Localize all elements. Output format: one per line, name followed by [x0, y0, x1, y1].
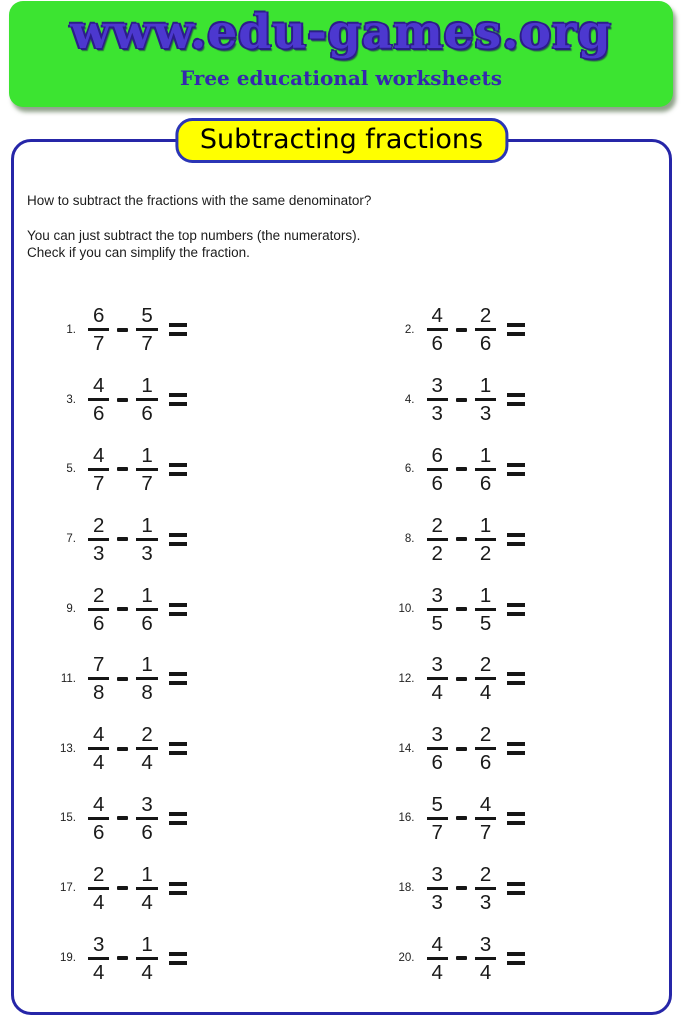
equals-icon	[169, 533, 187, 546]
fraction-subtrahend	[136, 654, 157, 703]
equals-icon	[169, 393, 187, 406]
problem-14	[342, 714, 670, 784]
minus-icon	[117, 398, 128, 402]
equals-icon	[507, 393, 525, 406]
numerator: 2	[88, 864, 109, 890]
problem-13	[14, 714, 342, 784]
denominator: 7	[93, 471, 105, 495]
numerator: 1	[136, 864, 157, 890]
equals-icon	[169, 952, 187, 965]
fraction-minuend	[427, 375, 448, 424]
problem-18	[342, 853, 670, 923]
fraction-subtrahend	[475, 305, 496, 354]
problem-12	[342, 644, 670, 714]
problem-number: 17.	[60, 882, 76, 895]
fraction-subtrahend	[136, 724, 157, 773]
equals-icon	[507, 812, 525, 825]
problem-number: 18.	[398, 882, 415, 895]
denominator: 5	[431, 611, 443, 635]
minus-icon	[456, 537, 467, 541]
denominator: 4	[141, 960, 153, 984]
numerator: 3	[427, 864, 448, 890]
fraction-minuend	[427, 585, 448, 634]
problem-17	[14, 853, 342, 923]
fraction-minuend	[427, 515, 448, 564]
denominator: 6	[93, 402, 105, 426]
site-url: www.edu-games.org	[70, 5, 612, 60]
site-tagline: Free educational worksheets	[179, 66, 503, 90]
equals-icon	[169, 672, 187, 685]
numerator: 6	[88, 305, 109, 331]
numerator: 1	[475, 515, 496, 541]
minus-icon	[456, 956, 467, 960]
equals-icon	[507, 882, 525, 895]
problem-1	[14, 295, 342, 365]
numerator: 5	[136, 305, 157, 331]
fraction-subtrahend	[475, 375, 496, 424]
problem-number: 1.	[66, 323, 76, 336]
denominator: 7	[141, 332, 153, 356]
problem-15	[14, 784, 342, 854]
fraction-subtrahend	[475, 654, 496, 703]
numerator: 2	[475, 654, 496, 680]
minus-icon	[117, 537, 128, 541]
problem-5	[14, 435, 342, 505]
denominator: 4	[93, 751, 105, 775]
fraction-minuend	[427, 794, 448, 843]
minus-icon	[456, 816, 467, 820]
denominator: 6	[141, 611, 153, 635]
denominator: 4	[479, 681, 492, 705]
denominator: 6	[93, 820, 105, 844]
fraction-minuend	[88, 654, 109, 703]
problem-19	[14, 923, 342, 993]
denominator: 2	[431, 541, 443, 565]
numerator: 3	[427, 724, 448, 750]
minus-icon	[117, 816, 128, 820]
denominator: 2	[479, 541, 492, 565]
problem-number: 13.	[60, 742, 76, 755]
fraction-subtrahend	[475, 585, 496, 634]
denominator: 7	[141, 471, 153, 495]
instructions	[27, 192, 371, 261]
fraction-subtrahend	[136, 934, 157, 983]
denominator: 3	[431, 890, 443, 914]
problem-4	[342, 365, 670, 435]
minus-icon	[117, 328, 128, 332]
fraction-subtrahend	[475, 864, 496, 913]
problem-11	[14, 644, 342, 714]
numerator: 4	[88, 375, 109, 401]
denominator: 4	[431, 960, 443, 984]
fraction-minuend	[88, 934, 109, 983]
fraction-subtrahend	[475, 794, 496, 843]
denominator: 6	[479, 471, 492, 495]
fraction-minuend	[88, 305, 109, 354]
equals-icon	[169, 463, 187, 476]
equals-icon	[507, 672, 525, 685]
numerator: 1	[136, 934, 157, 960]
numerator: 1	[136, 445, 157, 471]
fraction-minuend	[88, 375, 109, 424]
equals-icon	[169, 603, 187, 616]
problem-8	[342, 504, 670, 574]
minus-icon	[456, 886, 467, 890]
minus-icon	[456, 467, 467, 471]
minus-icon	[117, 956, 128, 960]
fraction-minuend	[427, 864, 448, 913]
fraction-minuend	[88, 724, 109, 773]
denominator: 6	[141, 402, 153, 426]
numerator: 2	[136, 724, 157, 750]
numerator: 4	[475, 794, 496, 820]
numerator: 2	[427, 515, 448, 541]
denominator: 6	[431, 471, 443, 495]
fraction-subtrahend	[475, 724, 496, 773]
denominator: 4	[141, 890, 153, 914]
fraction-minuend	[427, 654, 448, 703]
denominator: 8	[93, 681, 105, 705]
numerator: 1	[136, 654, 157, 680]
problem-number: 6.	[404, 463, 415, 476]
numerator: 2	[475, 724, 496, 750]
numerator: 3	[427, 585, 448, 611]
worksheet-title	[175, 118, 508, 163]
denominator: 6	[93, 611, 105, 635]
denominator: 3	[479, 890, 492, 914]
denominator: 3	[93, 541, 105, 565]
equals-icon	[507, 952, 525, 965]
problem-number: 16.	[398, 812, 415, 825]
worksheet-sheet	[11, 124, 672, 1015]
denominator: 7	[431, 820, 443, 844]
numerator: 1	[136, 375, 157, 401]
problem-number: 2.	[404, 323, 415, 336]
equals-icon	[507, 323, 525, 336]
numerator: 1	[136, 515, 157, 541]
worksheet-title-label: Subtracting fractions	[199, 124, 484, 155]
fraction-subtrahend	[136, 585, 157, 634]
minus-icon	[456, 677, 467, 681]
minus-icon	[117, 467, 128, 471]
problem-9	[14, 574, 342, 644]
minus-icon	[456, 607, 467, 611]
problem-10	[342, 574, 670, 644]
numerator: 5	[427, 794, 448, 820]
numerator: 4	[427, 934, 448, 960]
denominator: 8	[141, 681, 153, 705]
problem-number: 4.	[404, 393, 415, 406]
denominator: 7	[479, 820, 492, 844]
equals-icon	[169, 812, 187, 825]
numerator: 2	[475, 305, 496, 331]
equals-icon	[507, 603, 525, 616]
numerator: 1	[475, 445, 496, 471]
numerator: 4	[88, 724, 109, 750]
problems-grid	[14, 295, 669, 993]
problem-number: 9.	[66, 603, 76, 616]
denominator: 4	[431, 681, 443, 705]
minus-icon	[117, 607, 128, 611]
numerator: 4	[88, 794, 109, 820]
minus-icon	[117, 677, 128, 681]
problem-20	[342, 923, 670, 993]
numerator: 3	[427, 654, 448, 680]
numerator: 1	[475, 375, 496, 401]
problem-number: 8.	[404, 533, 415, 546]
instruction-hint-2: Check if you can simplify the fraction.	[27, 245, 250, 260]
problem-number: 15.	[60, 812, 76, 825]
fraction-minuend	[88, 445, 109, 494]
minus-icon	[456, 328, 467, 332]
minus-icon	[456, 398, 467, 402]
problem-7	[14, 504, 342, 574]
minus-icon	[117, 747, 128, 751]
fraction-minuend	[427, 934, 448, 983]
fraction-subtrahend	[136, 515, 157, 564]
fraction-subtrahend	[475, 445, 496, 494]
numerator: 3	[88, 934, 109, 960]
numerator: 2	[475, 864, 496, 890]
problem-number: 3.	[66, 393, 76, 406]
problem-number: 10.	[398, 603, 415, 616]
equals-icon	[507, 742, 525, 755]
equals-icon	[169, 323, 187, 336]
fraction-subtrahend	[136, 794, 157, 843]
numerator: 6	[427, 445, 448, 471]
fraction-subtrahend	[136, 864, 157, 913]
problem-number: 19.	[60, 952, 76, 965]
problem-16	[342, 784, 670, 854]
problem-number: 14.	[398, 742, 415, 755]
numerator: 4	[427, 305, 448, 331]
denominator: 6	[431, 332, 443, 356]
denominator: 4	[93, 960, 105, 984]
numerator: 2	[88, 515, 109, 541]
problem-number: 5.	[66, 463, 76, 476]
fraction-minuend	[88, 515, 109, 564]
fraction-subtrahend	[475, 934, 496, 983]
problem-3	[14, 365, 342, 435]
problem-number: 11.	[60, 672, 76, 685]
problem-number: 7.	[66, 533, 76, 546]
denominator: 3	[479, 402, 492, 426]
instruction-hint-1: You can just subtract the top numbers (the numerators).	[27, 228, 361, 243]
numerator: 1	[475, 585, 496, 611]
site-banner	[9, 1, 673, 107]
numerator: 2	[88, 585, 109, 611]
minus-icon	[117, 886, 128, 890]
numerator: 3	[427, 375, 448, 401]
denominator: 4	[93, 890, 105, 914]
fraction-subtrahend	[136, 375, 157, 424]
problem-number: 20.	[398, 952, 415, 965]
numerator: 4	[88, 445, 109, 471]
denominator: 5	[479, 611, 492, 635]
denominator: 6	[141, 820, 153, 844]
equals-icon	[507, 533, 525, 546]
problem-6	[342, 435, 670, 505]
numerator: 1	[136, 585, 157, 611]
fraction-subtrahend	[136, 445, 157, 494]
denominator: 4	[479, 960, 492, 984]
numerator: 3	[136, 794, 157, 820]
instruction-question: How to subtract the fractions with the same denominator?	[27, 193, 372, 208]
denominator: 3	[431, 402, 443, 426]
numerator: 7	[88, 654, 109, 680]
fraction-subtrahend	[475, 515, 496, 564]
numerator: 3	[475, 934, 496, 960]
problem-number: 12.	[398, 672, 415, 685]
fraction-minuend	[427, 445, 448, 494]
fraction-minuend	[88, 585, 109, 634]
denominator: 4	[141, 751, 153, 775]
fraction-minuend	[88, 794, 109, 843]
minus-icon	[456, 747, 467, 751]
denominator: 6	[431, 751, 443, 775]
equals-icon	[169, 742, 187, 755]
problem-2	[342, 295, 670, 365]
fraction-subtrahend	[136, 305, 157, 354]
denominator: 6	[479, 332, 492, 356]
denominator: 3	[141, 541, 153, 565]
denominator: 6	[479, 751, 492, 775]
fraction-minuend	[427, 305, 448, 354]
equals-icon	[507, 463, 525, 476]
fraction-minuend	[427, 724, 448, 773]
fraction-minuend	[88, 864, 109, 913]
denominator: 7	[93, 332, 105, 356]
equals-icon	[169, 882, 187, 895]
